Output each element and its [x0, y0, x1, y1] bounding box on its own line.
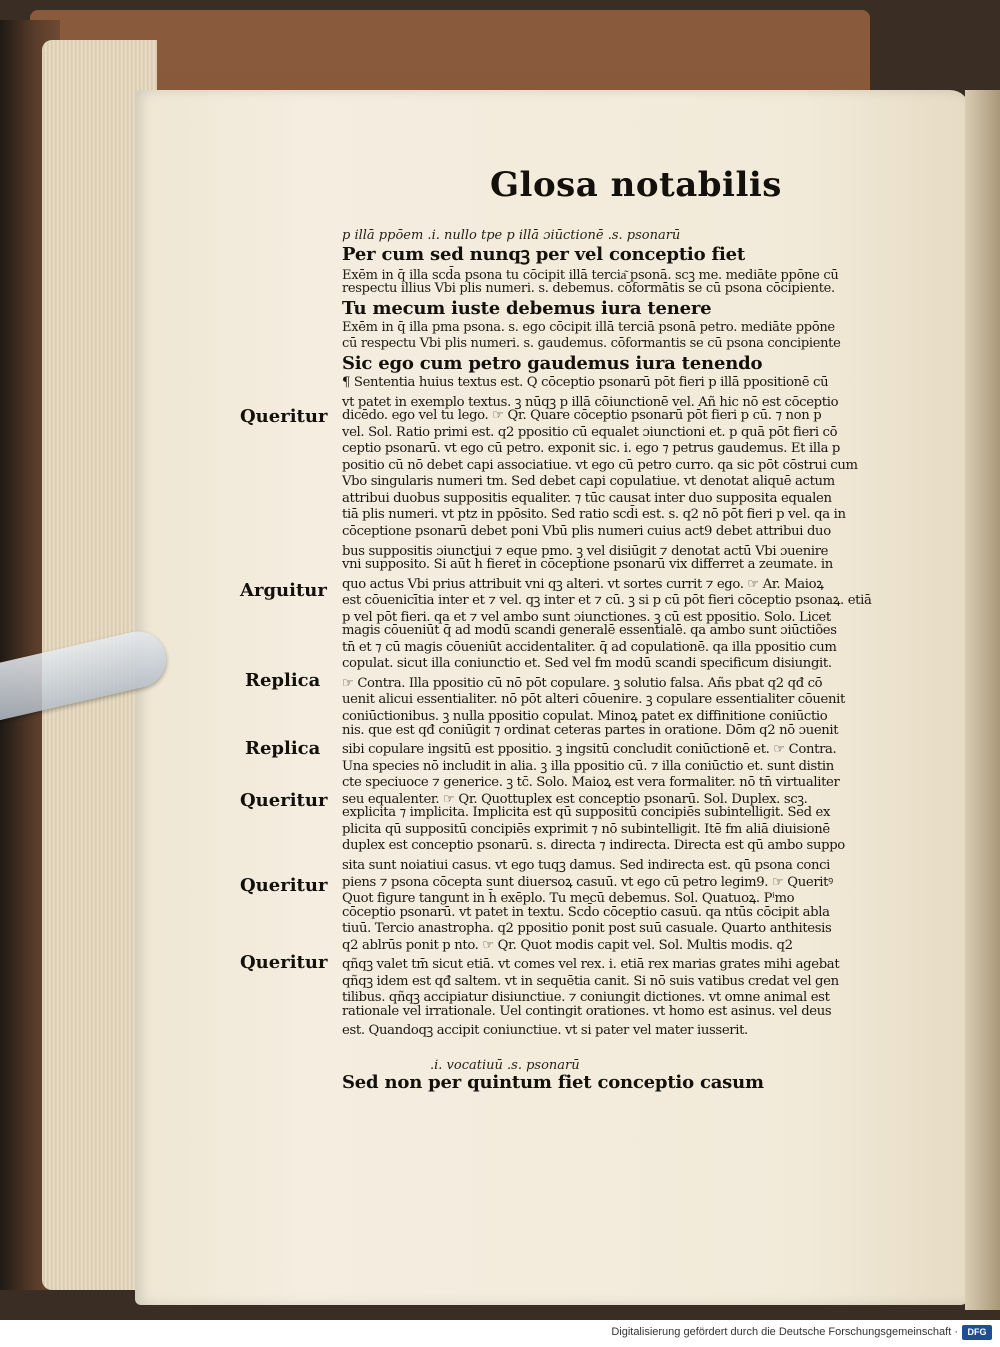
verse-line: Sic ego cum petro gaudemus iura tenendo [342, 353, 763, 374]
body-line: vni supposito. Si aūt h̄ fieret in cōceptione psonarū vix differret a zeumate. in [342, 557, 833, 573]
body-line: seu equalenter. ☞ Qr. Quottuplex est conceptio psonarū. Sol. Duplex. scꝫ. [342, 791, 808, 807]
margin-label: Queritur [240, 406, 328, 427]
body-line: qñqꝫ valet tm̄ sicut etiā. vt comes vel rex. i. etiā rex marias grates mihi agebat [342, 957, 840, 973]
body-line: ¶ Sententia huius textus est. Q cōceptio psonarū pōt fieri p illā ppositionē cū [342, 375, 829, 390]
body-line: ☞ Contra. Illa ppositio cū nō pōt copulare. ꝫ solutio falsa. Añs pbat q2 qđ cō [342, 675, 823, 691]
body-line: positio cū nō debet capi associatiue. vt ego cū petro curro. qa sic pōt cōstrui cum [342, 457, 858, 473]
body-line: cōceptio psonarū. vt patet in textu. Scd̄o cōceptio casuū. qa ntūs cōcipit abla [342, 904, 830, 920]
digitization-credit: Digitalisierung gefördert durch die Deutsche Forschungsgemeinschaft · [611, 1326, 958, 1338]
body-line: uenit alicui essentialiter. nō pōt alteri cōuenire. ꝫ copulare essentialiter cōuenit [342, 692, 845, 708]
explanation-line: Exēm in q̄ illa scd̄a psona tu cōcipit illā tercia͂ psonā. scꝫ me. mediāte ppōne cū [342, 268, 839, 283]
body-line: sita sunt noiatiui casus. vt ego tuqꝫ damus. Sed indirecta est. qū psona conci [342, 857, 831, 873]
body-line: cōceptione psonarū debet poni Vbū plis numeri cuius act9 debet attribui duo [342, 523, 831, 539]
body-line: coniūctionibus. ꝫ nulla ppositio copulat. Minoꝝ patet ex diffinitione coniūctio [342, 709, 828, 724]
explanation-line: Exēm in q̄ illa pma psona. s. ego cōcipit illā terciā psonā petro. mediāte ppōne [342, 320, 835, 335]
page-title: Glosa notabilis [490, 165, 782, 205]
body-line: rationale vel irrationale. Uel contingit orationes. vt homo est asinus. vel deus [342, 1003, 832, 1019]
body-line: est cōuenicītia inter et ⁊ vel. qꝫ inter et ⁊ cū. ꝫ si p cū pōt fieri cōceptio psonaꝝ. etiā [342, 593, 872, 609]
body-line: tiuū. Tercio anastropha. q2 ppositio ponit post suū casuale. Quarto anthitesis [342, 921, 832, 937]
verse-line: Tu mecum iuste debemus iura tenere [342, 298, 712, 319]
verse-line: Per cum sed nunqꝫ per vel conceptio fiet [342, 244, 745, 265]
explanation-line: cū respectu Vbi plis numeri. s. gaudemus. cōformantis se cū psona concipiente [342, 336, 841, 351]
dfg-logo-icon: DFG [962, 1325, 992, 1340]
body-line: explicita ⁊ implicita. Implicita est qū suppositū concipiēs subintelligit. Sed ex [342, 805, 831, 821]
facing-page-edge [965, 90, 1000, 1310]
margin-label: Replica [245, 738, 321, 759]
body-line: dicēdo. ego vel tu lego. ☞ Qr. Quare cōceptio psonarū pōt fieri p cū. ⁊ non p [342, 408, 822, 424]
body-line: Vbo singularis numeri tm. Sed debet capi copulatiue. vt denotat aliquē actum [342, 474, 835, 490]
body-line: vel. Sol. Ratio primi est. q2 ppositio cū equalet ɔiunctioni et. p quā pōt fieri cō [342, 424, 838, 440]
margin-label: Arguitur [240, 580, 327, 601]
body-line: Quot figure tangunt in h̄ exēplo. Tu mecū debemus. Sol. Quatuoꝝ. Pⁱmo [342, 891, 795, 907]
body-line: bus suppositis ɔiunctiui ⁊ eque pmo. ꝫ vel disiūgit ⁊ denotat actū Vbi ɔuenire [342, 543, 829, 559]
body-line: tn̄ et ⁊ cū magis cōueniūt accidentaliter. q̄ ad copulationē. qa illa ppositio cum [342, 639, 837, 655]
footer-bar [0, 1320, 1000, 1347]
body-line: p vel pōt fieri. qa et ⁊ vel ambo sunt ɔiunctiones. ꝫ cū est ppositio. Solo. Licet [342, 609, 831, 625]
body-line: Una species nō includit in alia. ꝫ illa ppositio cū. ⁊ illa coniūctio et. sunt distin [342, 758, 834, 774]
body-line: cte speciuoce ⁊ generice. ꝫ tc̄. Solo. Maioꝝ est vera formaliter. nō tn̄ virtualiter [342, 775, 840, 791]
body-line: plicita qū suppositū concipiēs exprimit ⁊ nō subintelligit. Itē fm aliā diuisionē [342, 821, 830, 837]
body-line: tiā plis numeri. vt ptz in ppōsito. Sed ratio scd̄i est. s. q2 nō pōt fieri p vel. qa in [342, 507, 846, 523]
body-line: duplex est conceptio psonarū. s. directa ⁊ indirecta. Directa est qū ambo suppo [342, 838, 845, 854]
body-line: sibi copulare ingsitū est ppositio. ꝫ ingsitū concludit coniūctionē et. ☞ Contra. [342, 742, 837, 758]
body-line: qñqꝫ idem est qđ saltem. vt in sequētia canit. Si nō suis vatibus credat vel gen [342, 973, 839, 989]
body-line: attribui duobus suppositis equaliter. ⁊ tūc causat inter duo supposita equalen [342, 490, 832, 506]
body-line: q2 ablrūs ponit p nto. ☞ Qr. Quot modis capit vel. Sol. Multis modis. q2 [342, 937, 793, 953]
body-line: quo actus Vbi prius attribuit vni qꝫ alteri. vt sortes currit ⁊ ego. ☞ Ar. Maioꝝ [342, 576, 824, 592]
body-line: nis. que est qđ coniūgit ⁊ ordinat ceteras partes in oratione. Dōm q2 nō ɔuenit [342, 722, 839, 738]
margin-label: Queritur [240, 952, 328, 973]
body-line: tilibus. qñqꝫ accipiatur disiunctiue. ⁊ coniungit dictiones. vt omne animal est [342, 990, 830, 1006]
body-line: est. Quandoqꝫ accipit coniunctiue. vt si pater vel mater iusserit. [342, 1023, 748, 1039]
margin-label: Replica [245, 670, 321, 691]
verse-line: Sed non per quintum fiet conceptio casum [342, 1072, 764, 1093]
margin-label: Queritur [240, 790, 328, 811]
margin-label: Queritur [240, 875, 328, 896]
body-line: magis cōueniūt q̄ ad modū scandi generalē essentialē. qa ambo sunt ɔiūctiões [342, 623, 837, 639]
body-line: vt patet in exemplo textus. ꝫ nūqꝫ p illā cōiunctionē vel. Añ hic nō est cōceptio [342, 394, 839, 410]
body-line: ceptio psonarū. vt ego cū petro. exponit sic. i. ego ⁊ petrus gaudemus. Et illa p [342, 441, 841, 457]
interlinear-gloss: p illā ppōem .i. nullo tpe p illā ɔiūctionē .s. psonarū [342, 228, 681, 243]
interlinear-gloss: .i. vocatiuū .s. psonarū [430, 1058, 580, 1073]
explanation-line: respectu illius Vbi plis numeri. s. debemus. cōformātis se cū psona cōcipiente. [342, 281, 835, 296]
body-line: piens ⁊ psona cōcepta sunt diuersoꝝ casuū. vt ego cū petro legim9. ☞ Queritꝰ [342, 874, 833, 890]
body-line: copulat. sicut illa coniunctio et. Sed vel fm modū scandi specificum disiungit. [342, 656, 832, 672]
